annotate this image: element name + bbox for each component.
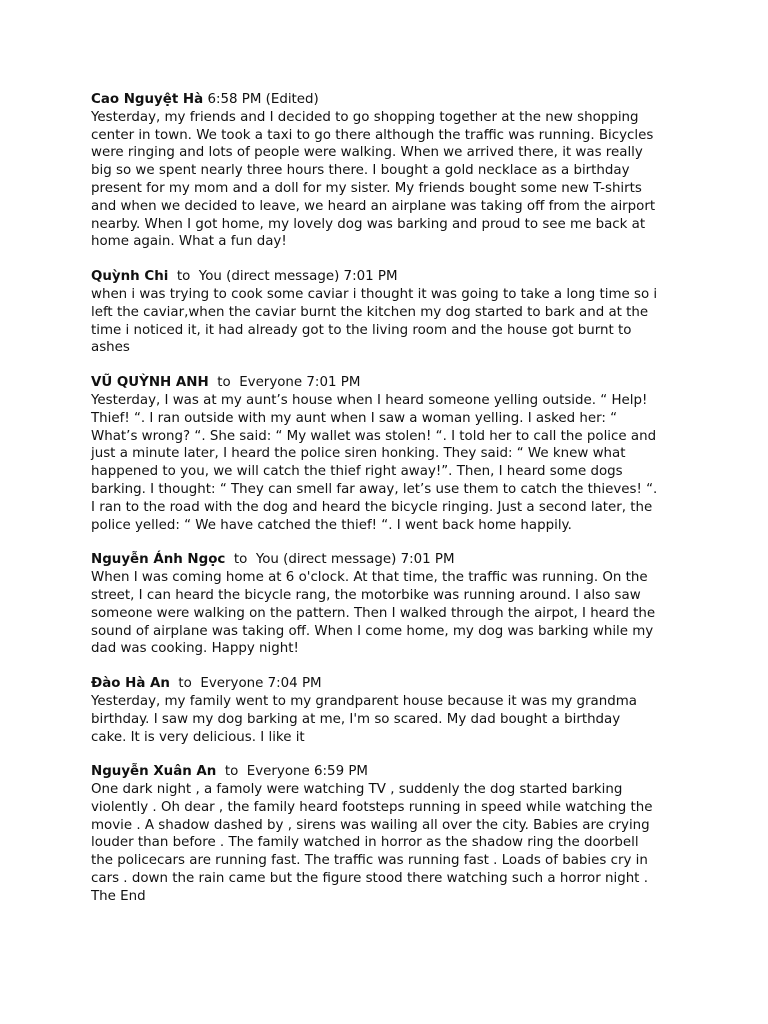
- message-text: One dark night , a famoly were watching TV , suddenly the dog started barking violently . Oh dear , the family heard footsteps running in speed while watching the movie . A shadow dashed by , sirens was wailing all over the city. Babies are crying louder than before . The family watched in horror as the shadow ring the doorbell the policecars are running fast. The traffic was running fast . Loads of babies cry in cars . down the rain came but the figure stood there watching such a horror night . The End: [91, 782, 653, 904]
- message-text: Yesterday, my family went to my grandparent house because it was my grandma birthday. I saw my dog barking at me, I'm so scared. My dad bought a birthday cake. It is very delicious. I like it: [91, 693, 637, 745]
- message-header: [91, 268, 691, 286]
- message-meta: 6:58 PM (Edited): [207, 92, 319, 107]
- message-text: When I was coming home at 6 o'clock. At that time, the traffic was running. On the street, I can heard the bicycle rang, the motorbike was running around. I also saw someone were walking on the pattern. Then I walked through the airpot, I heard the sound of airplane was taking off. When I come home, my dog was barking while my dad was cooking. Happy night!: [91, 570, 656, 657]
- chat-message: [91, 91, 691, 251]
- message-meta: to You (direct message) 7:01 PM: [168, 269, 398, 285]
- message-header: [91, 551, 691, 569]
- message-header: [91, 675, 691, 693]
- message-meta: to Everyone 7:01 PM: [208, 375, 361, 391]
- message-meta: to You (direct message) 7:01 PM: [225, 552, 455, 568]
- chat-message: [91, 763, 691, 905]
- chat-message: [91, 675, 691, 746]
- message-text: Yesterday, my friends and I decided to go shopping together at the new shopping center in town. We took a taxi to go there although the traffic was running. Bicycles were ringing and lots of people were walking. When we arrived there, it was really big so we spent nearly three hours there. I bought a gold necklace as a birthday present for my mom and a doll for my sister. My friends bought some new T-shirts and when we decided to leave, we heard an airplane was taking off from the airport nearby. When I got home, my lovely dog was barking and proud to see me back at home again. What a fun day!: [91, 109, 656, 250]
- chat-message: [91, 268, 691, 357]
- message-text: when i was trying to cook some caviar i thought it was going to take a long time so i left the caviar,when the caviar burnt the kitchen my dog started to bark and at the time i noticed it, it had already got to the living room and the house got burnt to ashes: [91, 286, 658, 356]
- sender-name: VŨ QUỲNH ANH: [91, 375, 209, 391]
- chat-transcript: [91, 91, 691, 923]
- chat-message: [91, 551, 691, 658]
- chat-message: [91, 374, 691, 534]
- message-header: [91, 91, 691, 109]
- message-meta: to Everyone 7:04 PM: [169, 676, 322, 692]
- message-meta: to Everyone 6:59 PM: [216, 764, 368, 780]
- message-text: Yesterday, I was at my aunt’s house when I heard someone yelling outside. “ Help! Thief! “. I ran outside with my aunt when I saw a woman yelling. I asked her: “ What’s wrong? “. She said: “ My wallet was stolen! “. I told her to call the police and just a minute later, I heard the police siren honking. They said: “ We knew what happened to you, we will catch the thief right away!”. Then, I heard some dogs barking. I thought: “ They can smell far away, let’s use them to catch the thieves! “. I ran to the road with the dog and heard the bicycle ringing. Just a second later, the police yelled: “ We have catched the thief! “. I went back home happily.: [91, 392, 658, 533]
- message-header: [91, 374, 691, 392]
- sender-name: Nguyễn Xuân An: [91, 764, 217, 780]
- message-header: [91, 763, 691, 781]
- sender-name: Đào Hà An: [91, 676, 170, 692]
- sender-name: Cao Nguyệt Hà: [91, 92, 204, 107]
- sender-name: Quỳnh Chi: [91, 269, 169, 285]
- sender-name: Nguyễn Ánh Ngọc: [91, 552, 226, 568]
